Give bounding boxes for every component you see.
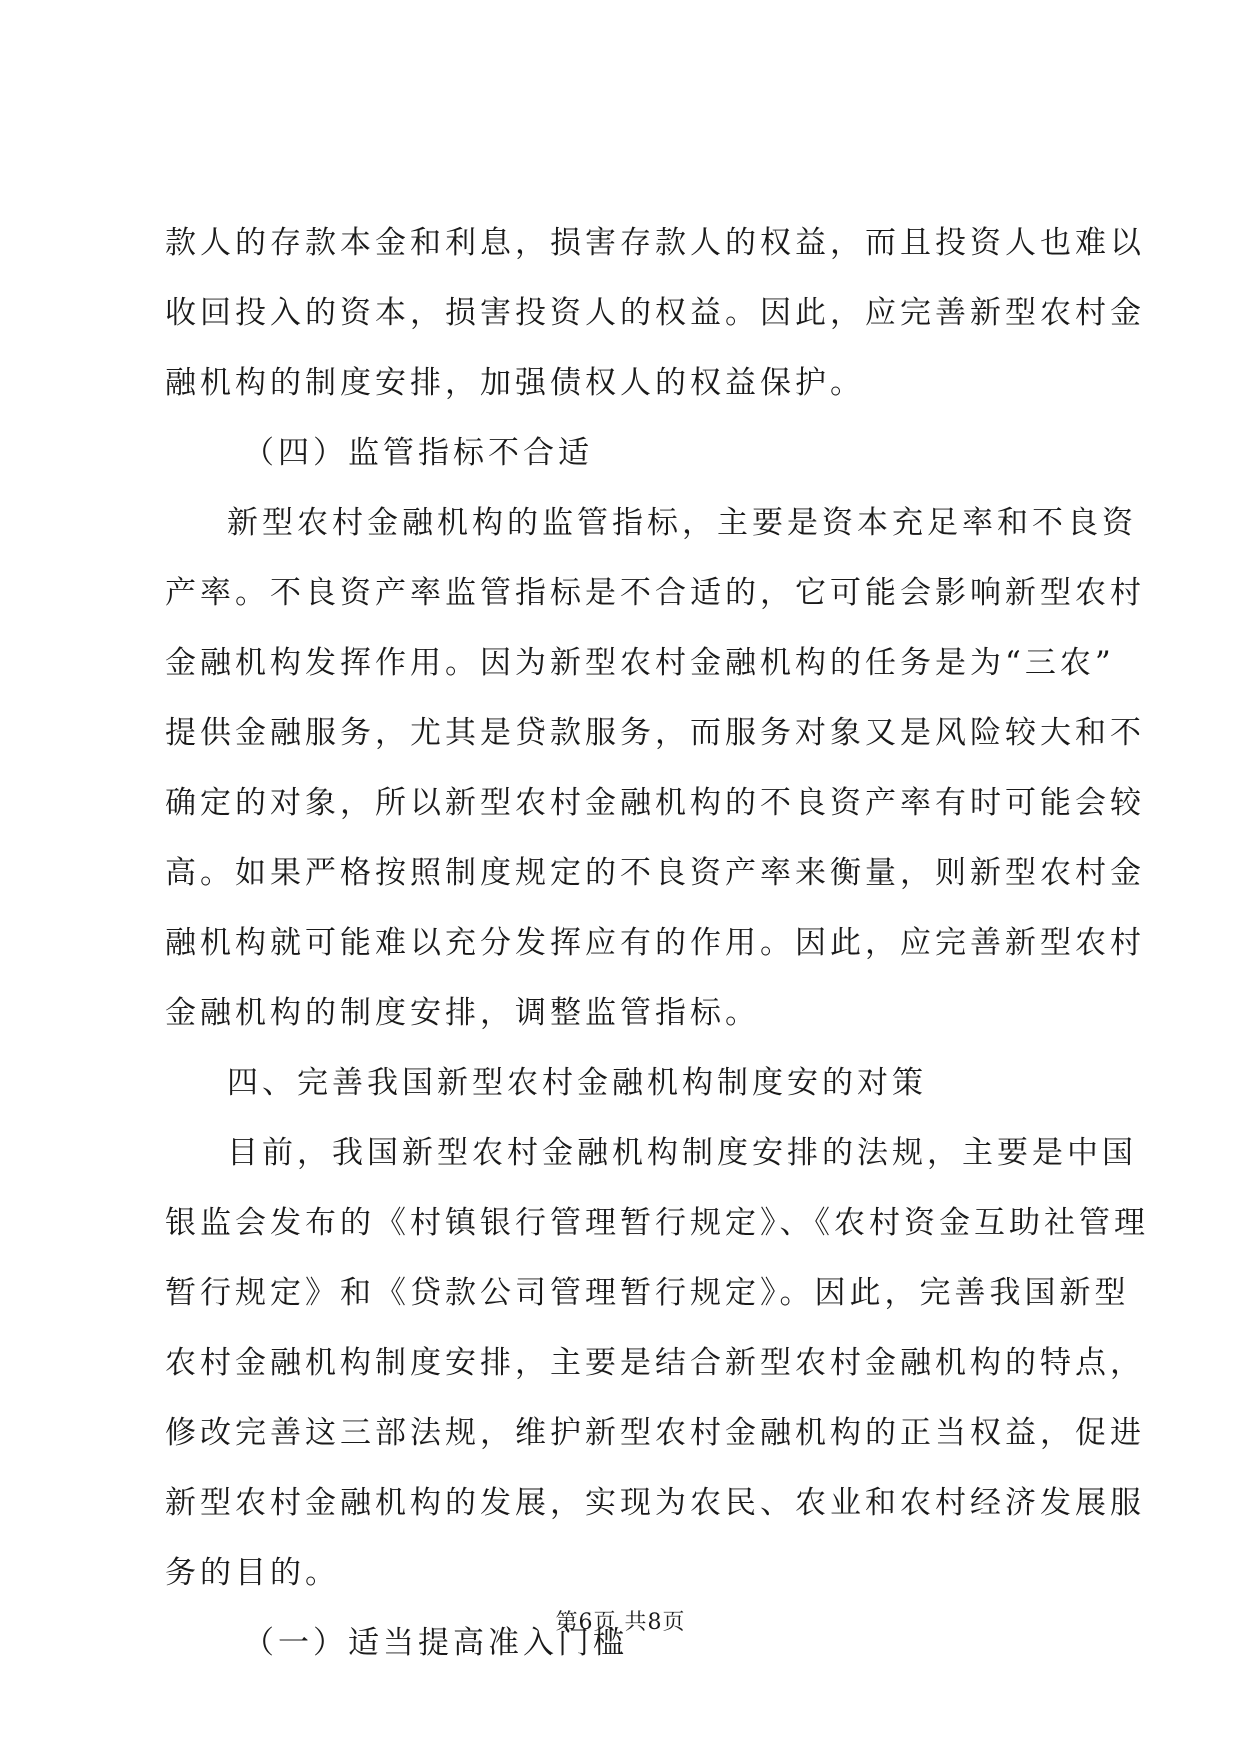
text-line: 款人的存款本金和利息，损害存款人的权益，而且投资人也难以	[165, 225, 1145, 261]
text-line: 金融机构发挥作用。因为新型农村金融机构的任务是为“三农”	[165, 645, 1115, 681]
text-line: 融机构的制度安排，加强债权人的权益保护。	[165, 365, 865, 401]
text-line: 农村金融机构制度安排，主要是结合新型农村金融机构的特点，	[165, 1345, 1145, 1381]
text-line: 金融机构的制度安排，调整监管指标。	[165, 995, 760, 1031]
text-line: 银监会发布的《村镇银行管理暂行规定》、《农村资金互助社管理	[165, 1205, 1149, 1241]
subsection-heading: （一）适当提高准入门槛	[243, 1625, 628, 1661]
text-line: 高。如果严格按照制度规定的不良资产率来衡量，则新型农村金	[165, 855, 1145, 891]
text-line: 暂行规定》和《贷款公司管理暂行规定》。因此，完善我国新型	[165, 1275, 1130, 1311]
text-line: 确定的对象，所以新型农村金融机构的不良资产率有时可能会较	[165, 785, 1145, 821]
section-heading: （四）监管指标不合适	[243, 435, 593, 471]
text-line: 融机构就可能难以充分发挥应有的作用。因此，应完善新型农村	[165, 925, 1145, 961]
text-line: 修改完善这三部法规，维护新型农村金融机构的正当权益，促进	[165, 1415, 1145, 1451]
section-heading: 四、完善我国新型农村金融机构制度安的对策	[227, 1065, 927, 1101]
text-line: 新型农村金融机构的发展，实现为农民、农业和农村经济发展服	[165, 1485, 1145, 1521]
text-line: 收回投入的资本，损害投资人的权益。因此，应完善新型农村金	[165, 295, 1145, 331]
text-line: 务的目的。	[165, 1555, 340, 1591]
text-line: 提供金融服务，尤其是贷款服务，而服务对象又是风险较大和不	[165, 715, 1145, 751]
paragraph-first-line: 目前，我国新型农村金融机构制度安排的法规，主要是中国	[227, 1135, 1137, 1171]
document-body	[165, 225, 1149, 1698]
page-footer	[0, 1612, 1241, 1634]
paragraph-first-line: 新型农村金融机构的监管指标，主要是资本充足率和不良资	[227, 505, 1137, 541]
text-line: 产率。不良资产率监管指标是不合适的，它可能会影响新型农村	[165, 575, 1145, 611]
page-number: 第6页 共8页	[555, 1610, 686, 1635]
